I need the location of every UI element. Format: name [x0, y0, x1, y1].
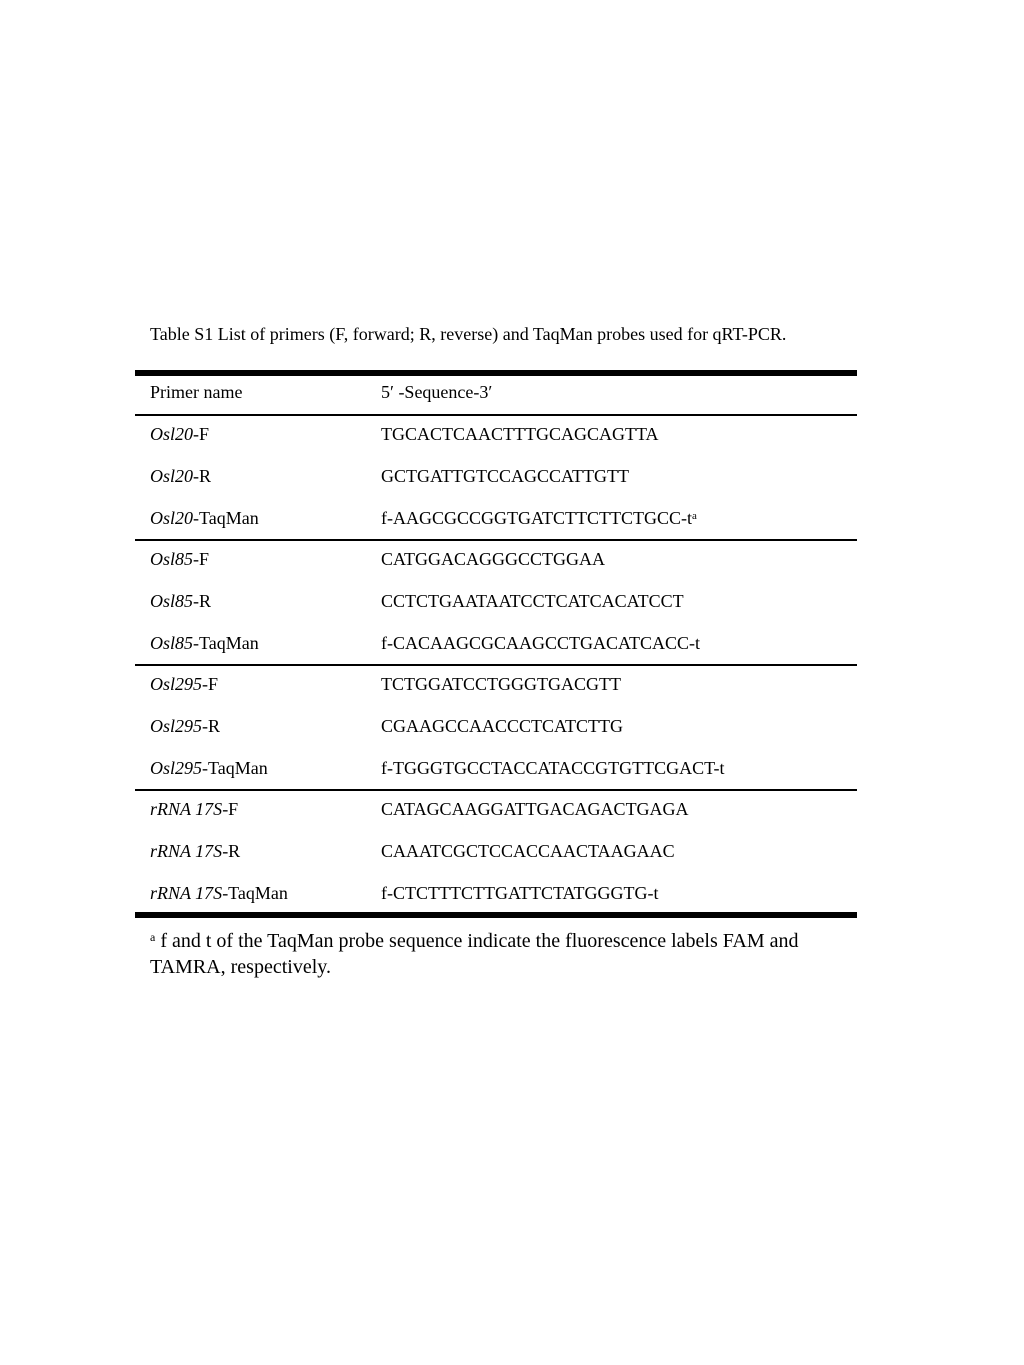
primer-suffix: -R: [193, 591, 212, 611]
gene-name: Osl85: [150, 591, 194, 611]
sequence-cell: CGAAGCCAACCCTCATCTTG: [381, 716, 624, 736]
gene-name: Osl295: [150, 758, 203, 778]
sequence-cell: CAAATCGCTCCACCAACTAAGAAC: [381, 841, 675, 861]
header-sequence: 5′ -Sequence-3′: [381, 382, 493, 402]
sequence-cell: [381, 506, 697, 530]
gene-name: Osl295: [150, 716, 203, 736]
sequence-text: f-AAGCGCCGGTGATCTTCTTCTGCC-t: [381, 508, 692, 528]
header-primer-name: Primer name: [150, 382, 243, 402]
group-divider: [135, 664, 857, 666]
table-bottom-rule: [135, 912, 857, 918]
gene-name: rRNA 17S: [150, 883, 223, 903]
primer-name-cell: [150, 714, 220, 738]
table-top-rule: [135, 370, 857, 376]
header-rule: [135, 414, 857, 416]
sequence-cell: TCTGGATCCTGGGTGACGTT: [381, 674, 621, 694]
primer-suffix: -F: [193, 424, 210, 444]
group-divider: [135, 539, 857, 541]
primer-name-cell: [150, 881, 288, 905]
footnote-marker: a: [150, 930, 156, 944]
table-caption: Table S1 List of primers (F, forward; R, reverse) and TaqMan probes used for qRT-PCR.: [150, 324, 787, 344]
primer-suffix: -R: [202, 716, 221, 736]
footnote-text: f and t of the TaqMan probe sequence indicate the fluorescence labels FAM and TAMRA, respectively.: [150, 930, 799, 978]
gene-name: Osl295: [150, 674, 203, 694]
sequence-cell: f-TGGGTGCCTACCATACCGTGTTCGACT-t: [381, 758, 725, 778]
primer-name-cell: [150, 797, 238, 821]
sequence-cell: CATGGACAGGGCCTGGAA: [381, 549, 606, 569]
sequence-cell: GCTGATTGTCCAGCCATTGTT: [381, 466, 629, 486]
primer-suffix: -TaqMan: [193, 508, 259, 528]
primer-suffix: -F: [193, 549, 210, 569]
gene-name: rRNA 17S: [150, 799, 223, 819]
gene-name: Osl20: [150, 508, 194, 528]
primer-name-cell: [150, 547, 209, 571]
sequence-cell: TGCACTCAACTTTGCAGCAGTTA: [381, 424, 659, 444]
primer-suffix: -F: [202, 674, 219, 694]
sequence-cell: f-CACAAGCGCAAGCCTGACATCACC-t: [381, 633, 701, 653]
primer-suffix: -TaqMan: [193, 633, 259, 653]
sequence-cell: f-CTCTTTCTTGATTCTATGGGTG-t: [381, 883, 659, 903]
gene-name: Osl85: [150, 633, 194, 653]
primer-name-cell: [150, 631, 259, 655]
sequence-cell: CCTCTGAATAATCCTCATCACATCCT: [381, 591, 684, 611]
primer-suffix: -R: [222, 841, 241, 861]
primer-name-cell: [150, 589, 211, 613]
primer-name-cell: [150, 422, 209, 446]
primer-name-cell: [150, 464, 211, 488]
primer-name-cell: [150, 839, 240, 863]
primer-suffix: -TaqMan: [202, 758, 268, 778]
sequence-cell: CATAGCAAGGATTGACAGACTGAGA: [381, 799, 689, 819]
primer-name-cell: [150, 672, 218, 696]
table-footnote: [150, 928, 850, 980]
gene-name: Osl20: [150, 424, 194, 444]
primer-suffix: -TaqMan: [222, 883, 288, 903]
gene-name: rRNA 17S: [150, 841, 223, 861]
primer-name-cell: [150, 756, 268, 780]
primer-name-cell: [150, 506, 259, 530]
primer-suffix: -R: [193, 466, 212, 486]
group-divider: [135, 789, 857, 791]
footnote-marker: a: [692, 510, 697, 522]
primer-suffix: -F: [222, 799, 239, 819]
gene-name: Osl20: [150, 466, 194, 486]
gene-name: Osl85: [150, 549, 194, 569]
